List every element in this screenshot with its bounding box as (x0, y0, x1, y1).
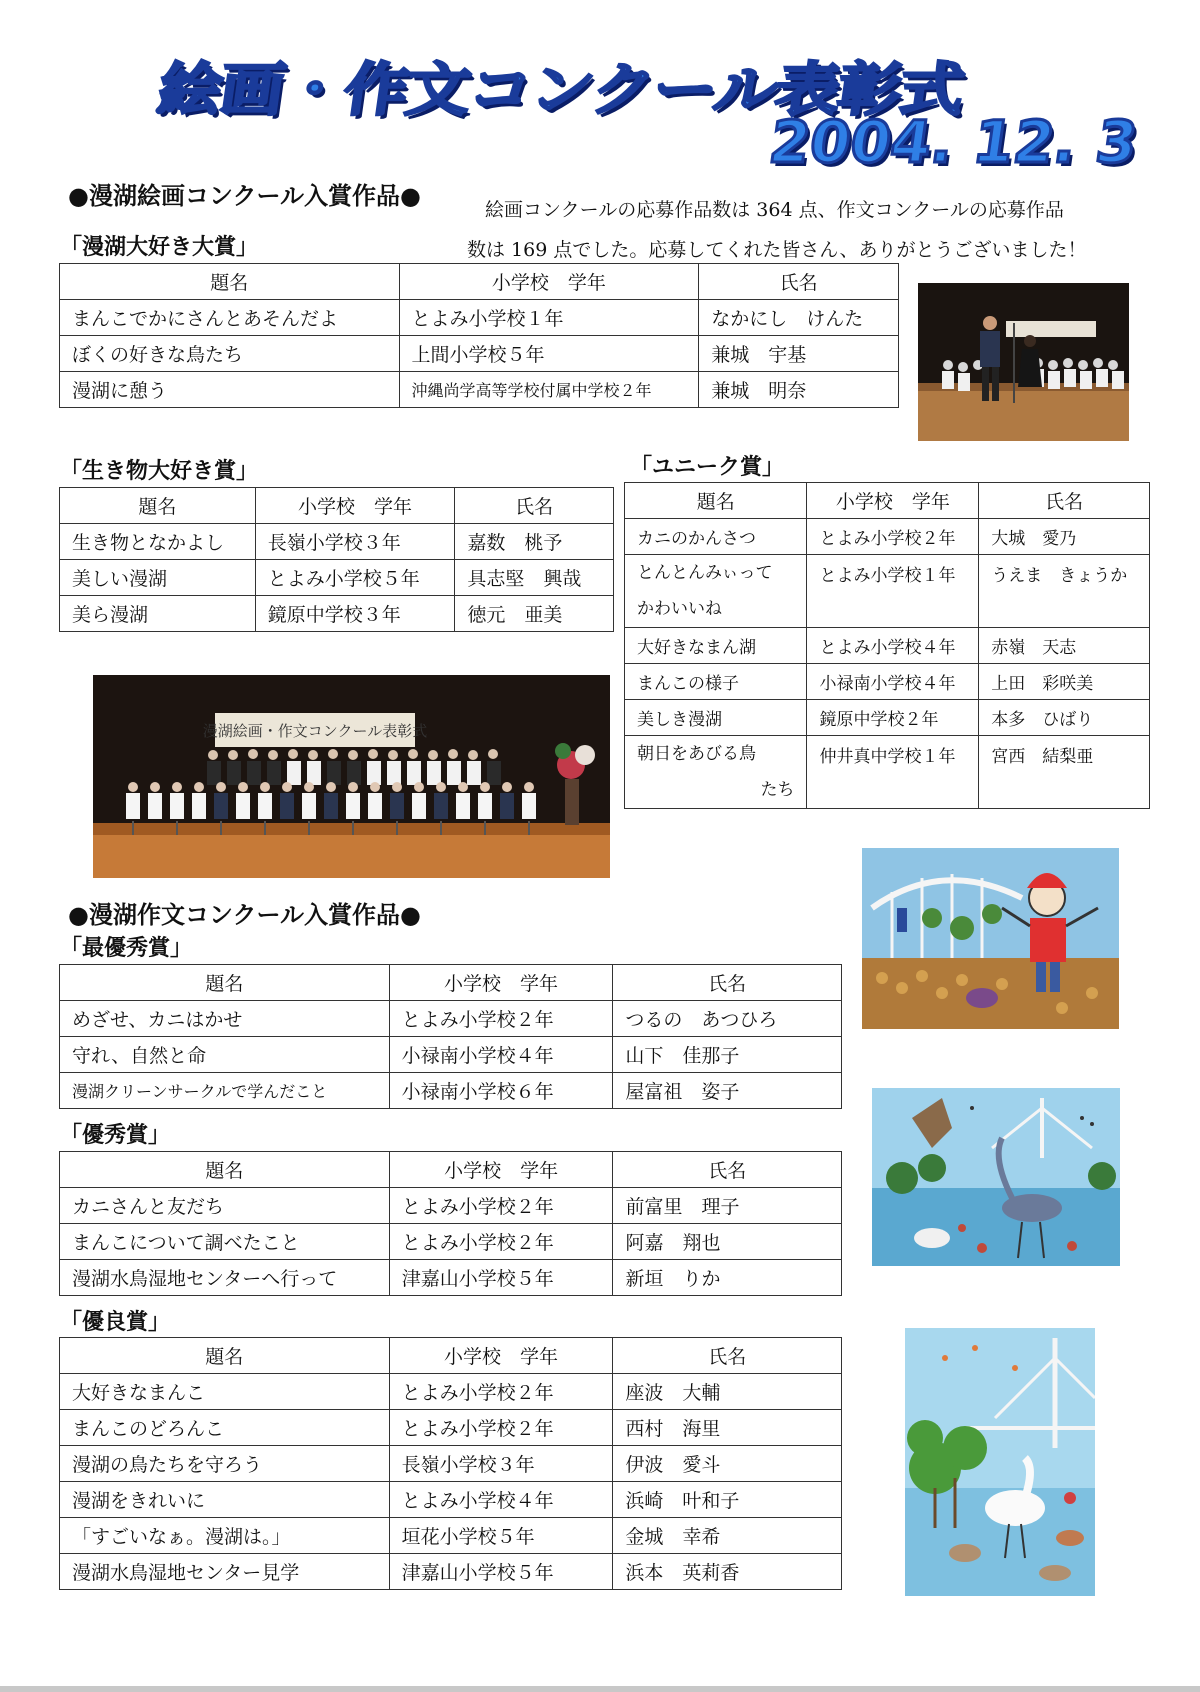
cell-name: 新垣 りか (613, 1260, 842, 1296)
table-header-row (625, 483, 1150, 519)
cell-school: 上間小学校５年 (399, 336, 699, 372)
table-row (60, 1374, 842, 1410)
event-date: 2004. 12. 3 (765, 108, 1142, 176)
cell-title: まんこでかにさんとあそんだよ (60, 300, 400, 336)
painting-child-crab (862, 848, 1119, 1029)
cell-name: 浜本 英莉香 (613, 1554, 842, 1590)
table-header-row (60, 965, 842, 1001)
cell-name: なかにし けんた (699, 300, 899, 336)
col-title: 題名 (60, 1338, 390, 1374)
cell-name: つるの あつひろ (613, 1001, 842, 1037)
cell-school: とよみ小学校２年 (389, 1001, 613, 1037)
cell-title-line-2: たち (760, 780, 795, 800)
cell-title-line-1: 朝日をあびる鳥 (637, 744, 756, 764)
cell-school: 仲井真中学校１年 (807, 736, 979, 809)
table-row (625, 628, 1150, 664)
essay-section-heading: ●漫湖作文コンクール入賞作品● (68, 901, 421, 929)
cell-school: とよみ小学校２年 (389, 1374, 613, 1410)
table-row (60, 1410, 842, 1446)
col-school: 小学校 学年 (255, 488, 455, 524)
col-name: 氏名 (455, 488, 614, 524)
cell-school: とよみ小学校５年 (255, 560, 455, 596)
cell-name: 徳元 亜美 (455, 596, 614, 632)
cell-school: 小禄南小学校４年 (389, 1037, 613, 1073)
stage-banner-text: 漫湖絵画・作文コンクール表彰式 (202, 722, 428, 740)
award-yuryo-table (59, 1337, 842, 1590)
cell-school: 垣花小学校５年 (389, 1518, 613, 1554)
table-row (60, 1073, 842, 1109)
painting-spoonbill-bridge (905, 1328, 1095, 1596)
col-title: 題名 (60, 965, 390, 1001)
cell-school: とよみ小学校２年 (389, 1188, 613, 1224)
cell-title: カニさんと友だち (60, 1188, 390, 1224)
cell-name: 本多 ひばり (979, 700, 1150, 736)
cell-title: 大好きなまんこ (60, 1374, 390, 1410)
cell-title-line-1: とんとんみぃって (637, 563, 773, 583)
table-header-row (60, 1338, 842, 1374)
award-saiyushu-table (59, 964, 842, 1109)
cell-title: まんこのどろんこ (60, 1410, 390, 1446)
cell-school: とよみ小学校１年 (807, 555, 979, 628)
col-name: 氏名 (613, 965, 842, 1001)
cell-title: まんこについて調べたこと (60, 1224, 390, 1260)
painting-herons (872, 1088, 1120, 1266)
cell-title: 漫湖水鳥湿地センターへ行って (60, 1260, 390, 1296)
award-unique-table (624, 482, 1150, 809)
cell-school: 津嘉山小学校５年 (389, 1554, 613, 1590)
cell-title: ぼくの好きな鳥たち (60, 336, 400, 372)
table-row (60, 1001, 842, 1037)
award-saiyushu-heading: 「最優秀賞」 (60, 936, 193, 961)
table-row (60, 1482, 842, 1518)
col-name: 氏名 (613, 1338, 842, 1374)
cell-name: 上田 彩咲美 (979, 664, 1150, 700)
table-row (60, 1446, 842, 1482)
cell-title: 漫湖クリーンサークルで学んだこと (60, 1073, 390, 1109)
cell-title: 漫湖の鳥たちを守ろう (60, 1446, 390, 1482)
table-header-row (60, 488, 614, 524)
cell-title: 生き物となかよし (60, 524, 256, 560)
col-school: 小学校 学年 (807, 483, 979, 519)
cell-school: 鏡原中学校３年 (255, 596, 455, 632)
page-title: 絵画・作文コンクール表彰式 (153, 57, 967, 125)
table-header-row (60, 1152, 842, 1188)
cell-name: 屋富祖 姿子 (613, 1073, 842, 1109)
table-row (60, 372, 899, 408)
col-title: 題名 (625, 483, 807, 519)
cell-school: とよみ小学校４年 (807, 628, 979, 664)
cell-title: 大好きなまん湖 (625, 628, 807, 664)
cell-name: 阿嘉 翔也 (613, 1224, 842, 1260)
table-row (625, 555, 1150, 628)
table-row (625, 736, 1150, 809)
table-header-row (60, 264, 899, 300)
cell-school: とよみ小学校２年 (807, 519, 979, 555)
photo-group-stage (93, 675, 610, 878)
cell-title: 美しい漫湖 (60, 560, 256, 596)
award-daisuki-table (59, 263, 899, 408)
cell-title: 漫湖水鳥湿地センター見学 (60, 1554, 390, 1590)
award-daisuki-heading: 「漫湖大好き大賞」 (60, 235, 259, 260)
table-row (60, 1037, 842, 1073)
intro-text (467, 190, 1185, 270)
col-name: 氏名 (979, 483, 1150, 519)
cell-school: とよみ小学校１年 (399, 300, 699, 336)
col-name: 氏名 (613, 1152, 842, 1188)
cell-title: 漫湖をきれいに (60, 1482, 390, 1518)
cell-title (625, 736, 807, 809)
table-row (60, 300, 899, 336)
cell-name: 山下 佳那子 (613, 1037, 842, 1073)
table-row (625, 700, 1150, 736)
table-row (625, 664, 1150, 700)
cell-school: 沖縄尚学高等学校付属中学校２年 (399, 372, 699, 408)
cell-name: 宮西 結梨亜 (979, 736, 1150, 809)
cell-school: 小禄南小学校４年 (807, 664, 979, 700)
col-school: 小学校 学年 (389, 1152, 613, 1188)
cell-school: とよみ小学校２年 (389, 1224, 613, 1260)
page-bottom-edge (0, 1686, 1200, 1692)
col-title: 題名 (60, 264, 400, 300)
intro-line-1: 絵画コンクールの応募作品数は 364 点、作文コンクールの応募作品 (485, 199, 1064, 221)
table-row (625, 519, 1150, 555)
table-row (60, 1188, 842, 1224)
award-yuryo-heading: 「優良賞」 (60, 1310, 171, 1335)
award-ikimono-table (59, 487, 614, 632)
cell-title: まんこの様子 (625, 664, 807, 700)
cell-school: 津嘉山小学校５年 (389, 1260, 613, 1296)
cell-school: とよみ小学校２年 (389, 1410, 613, 1446)
cell-name: 西村 海里 (613, 1410, 842, 1446)
table-row (60, 560, 614, 596)
award-yushu-table (59, 1151, 842, 1296)
cell-name: 具志堅 興哉 (455, 560, 614, 596)
cell-title (625, 555, 807, 628)
col-title: 題名 (60, 1152, 390, 1188)
cell-name: 大城 愛乃 (979, 519, 1150, 555)
cell-name: 嘉数 桃予 (455, 524, 614, 560)
cell-title-line-2: かわいいね (637, 599, 722, 619)
cell-name: 座波 大輔 (613, 1374, 842, 1410)
cell-name: 金城 幸希 (613, 1518, 842, 1554)
col-school: 小学校 学年 (389, 965, 613, 1001)
table-row (60, 1260, 842, 1296)
table-row (60, 336, 899, 372)
painting-section-heading: ●漫湖絵画コンクール入賞作品● (68, 182, 421, 210)
table-row (60, 524, 614, 560)
cell-school: 長嶺小学校３年 (389, 1446, 613, 1482)
cell-school: 小禄南小学校６年 (389, 1073, 613, 1109)
table-row (60, 596, 614, 632)
cell-name: 兼城 宇基 (699, 336, 899, 372)
cell-name: 浜崎 叶和子 (613, 1482, 842, 1518)
photo-award-presentation (918, 283, 1129, 441)
cell-title: 美ら漫湖 (60, 596, 256, 632)
cell-school: 鏡原中学校２年 (807, 700, 979, 736)
cell-title: 守れ、自然と命 (60, 1037, 390, 1073)
col-school: 小学校 学年 (399, 264, 699, 300)
cell-title: 漫湖に憩う (60, 372, 400, 408)
intro-line-2: 数は 169 点でした。応募してくれた皆さん、ありがとうございました！ (467, 239, 1087, 261)
cell-name: うえま きょうか (979, 555, 1150, 628)
table-row (60, 1518, 842, 1554)
cell-name: 赤嶺 天志 (979, 628, 1150, 664)
col-school: 小学校 学年 (389, 1338, 613, 1374)
cell-title: 「すごいなぁ。漫湖は。」 (60, 1518, 390, 1554)
cell-school: 長嶺小学校３年 (255, 524, 455, 560)
cell-name: 前富里 理子 (613, 1188, 842, 1224)
cell-name: 伊波 愛斗 (613, 1446, 842, 1482)
cell-name: 兼城 明奈 (699, 372, 899, 408)
col-title: 題名 (60, 488, 256, 524)
cell-title: カニのかんさつ (625, 519, 807, 555)
col-name: 氏名 (699, 264, 899, 300)
cell-title: めざせ、カニはかせ (60, 1001, 390, 1037)
award-unique-heading: 「ユニーク賞」 (630, 455, 785, 480)
table-row (60, 1554, 842, 1590)
table-row (60, 1224, 842, 1260)
cell-school: とよみ小学校４年 (389, 1482, 613, 1518)
cell-title: 美しき漫湖 (625, 700, 807, 736)
award-yushu-heading: 「優秀賞」 (60, 1123, 171, 1148)
award-ikimono-heading: 「生き物大好き賞」 (60, 459, 259, 484)
